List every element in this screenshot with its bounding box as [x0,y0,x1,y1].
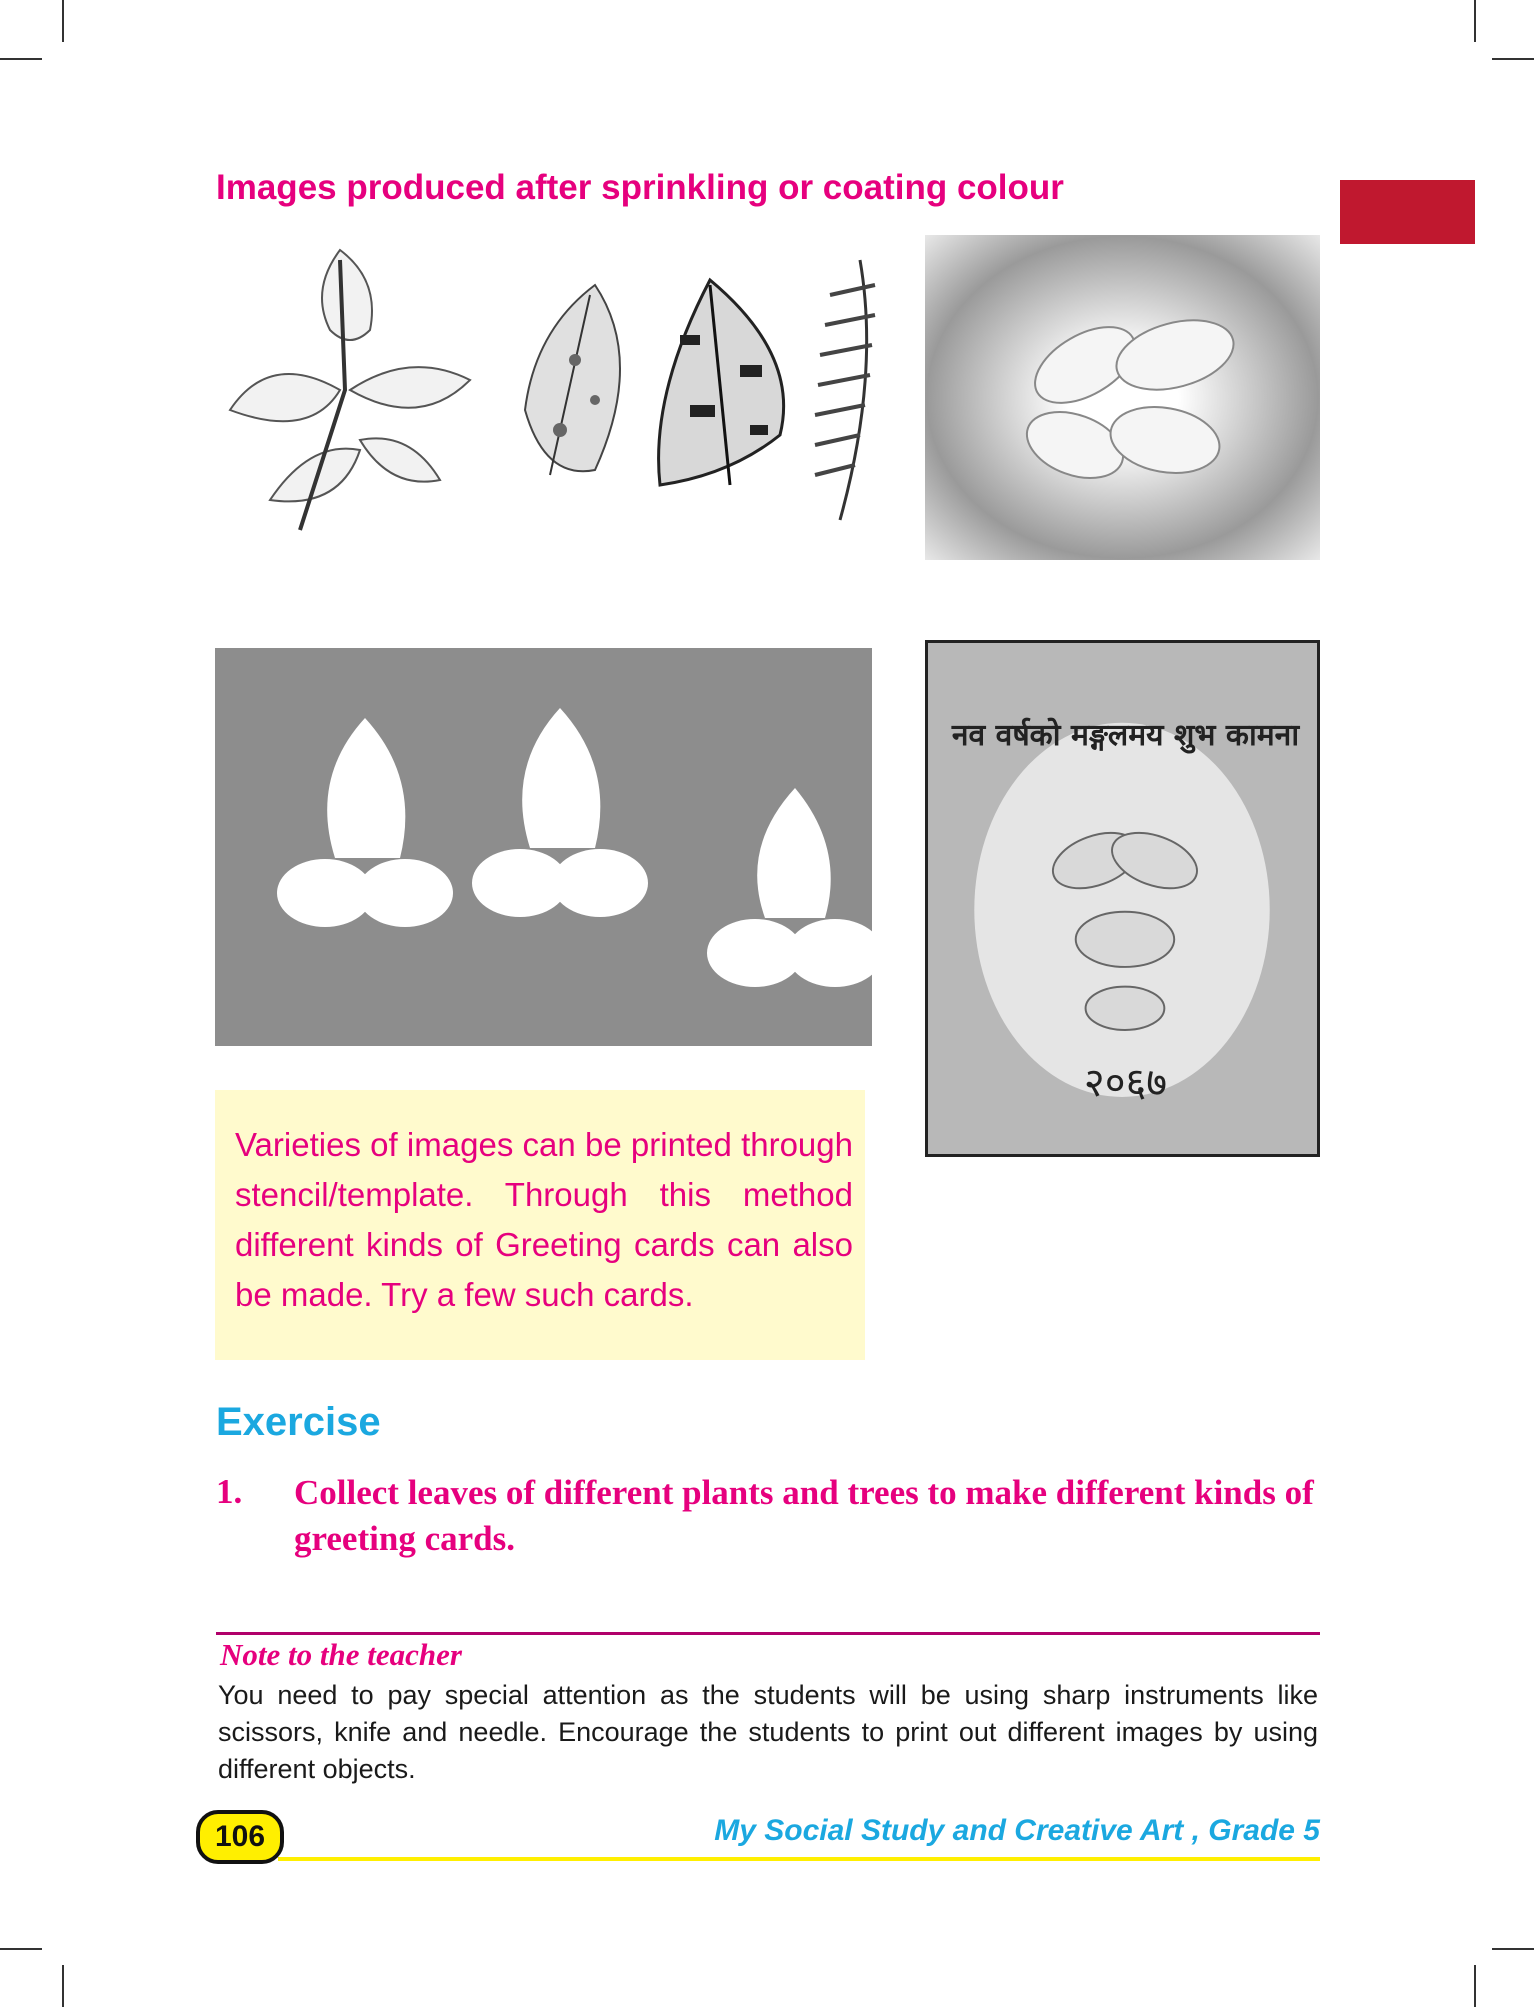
footer-book-title: My Social Study and Creative Art , Grade 5 [714,1814,1320,1847]
note-title: Note to the teacher [220,1637,462,1672]
exercise-title: Exercise [216,1400,381,1444]
note-text: You need to pay special attention as the students will be using sharp instruments like scissors, knife and needle. Encourage the students to print out different images by using different objects. [218,1680,1318,1784]
crop-mark [0,1948,42,1950]
note-divider [216,1632,1320,1635]
chapter-side-tab [1340,180,1475,244]
crop-mark [62,1965,64,2007]
exercise-item-number: 1. [216,1472,243,1511]
leaf-print-image-2 [505,280,645,490]
exercise-item-text: Collect leaves of different plants and trees to make different kinds of greeting cards. [294,1473,1314,1558]
crop-mark [1474,1965,1476,2007]
footer-rule [278,1857,1320,1861]
callout-text: Varieties of images can be printed through stencil/template. Through this method different kinds of Greeting cards can also be made. Try a few such cards. [235,1126,853,1313]
greeting-card-arc-text: नव वर्षको मङ्गलमय शुभ कामना [951,718,1300,753]
crop-mark [1492,1948,1534,1950]
section-heading: Images produced after sprinkling or coating colour [216,168,1064,207]
stencil-leaves-image [215,648,872,1046]
leaf-print-image-4 [800,255,890,525]
crop-mark [1492,58,1534,60]
page-number: 106 [196,1810,284,1864]
crop-mark [62,0,64,42]
leaf-print-image-3 [640,275,810,495]
greeting-card-image [925,640,1320,1157]
sprayed-leaf-image [925,235,1320,560]
callout-box [215,1090,865,1360]
leaf-print-image-1 [210,240,480,540]
crop-mark [1474,0,1476,42]
greeting-card-year: २०६७ [1083,1060,1168,1106]
crop-mark [0,58,42,60]
